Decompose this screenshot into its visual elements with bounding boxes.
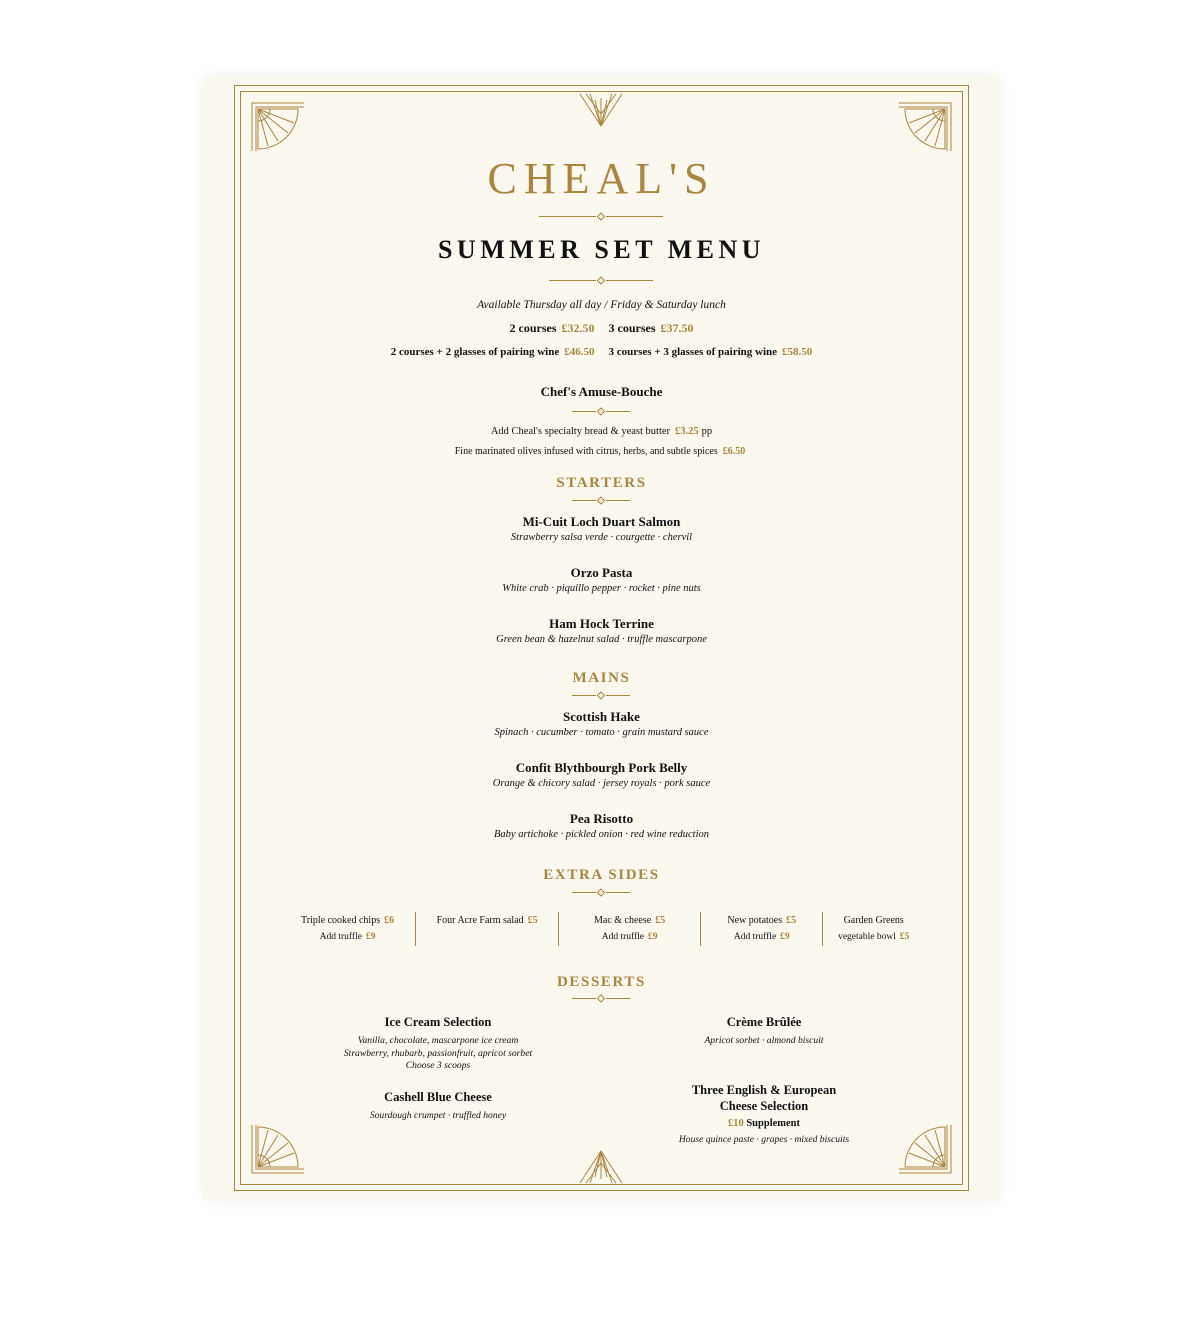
dish-description: Strawberry, rhubarb, passionfruit, apricot sorbet <box>343 1047 533 1059</box>
two-course-price: £32.50 <box>561 321 595 335</box>
wine-pairing-prices <box>204 344 999 360</box>
side-item <box>280 912 415 946</box>
side-price: £5 <box>527 915 538 926</box>
supplement-price: £10 <box>727 1118 744 1129</box>
side-extra: Add truffle <box>319 932 362 942</box>
dish-description: Green bean & hazelnut salad · truffle mascarpone <box>496 634 707 645</box>
dish-name: Cheese Selection <box>719 1099 809 1113</box>
two-course-label: 2 courses <box>509 321 557 335</box>
dessert-creme-brulee <box>644 1014 884 1047</box>
mains-heading: MAINS <box>572 670 631 686</box>
dish-name: Crème Brûlée <box>726 1015 802 1029</box>
dish-description: Baby artichoke · pickled onion · red wine reduction <box>494 829 709 840</box>
sides-row <box>280 912 924 946</box>
menu-item <box>204 514 999 544</box>
amuse-bouche-title: Chef's Amuse-Bouche <box>540 384 663 399</box>
dish-name: Confit Blythbourgh Pork Belly <box>515 760 688 775</box>
olives-price: £6.50 <box>722 446 746 457</box>
menu-sheet <box>204 76 999 1200</box>
side-price: £5 <box>786 915 797 926</box>
dish-description: Strawberry salsa verde · courgette · chervil <box>510 532 693 543</box>
side-extra-price: £9 <box>648 932 658 942</box>
dish-name: Pea Risotto <box>569 811 634 826</box>
side-item <box>823 912 924 946</box>
two-wine-label: 2 courses + 2 glasses of pairing wine <box>390 346 560 358</box>
bread-addon <box>204 425 999 438</box>
dish-description: Vanilla, chocolate, mascarpone ice cream <box>357 1035 519 1046</box>
divider-ornament <box>572 407 630 416</box>
divider-ornament <box>572 888 630 897</box>
corner-fan-ornament-top-left <box>250 101 306 153</box>
side-name: Garden Greens <box>843 915 904 926</box>
side-extra: Add truffle <box>733 932 777 942</box>
deco-sunburst-top <box>578 92 624 128</box>
three-course-label: 3 courses <box>608 321 656 335</box>
dish-name: Mi-Cuit Loch Duart Salmon <box>522 514 681 529</box>
dish-description: Choose 3 scoops <box>405 1060 471 1071</box>
dish-name: Scottish Hake <box>563 709 640 724</box>
side-item <box>559 912 700 946</box>
dessert-cheese-selection <box>644 1082 884 1146</box>
dish-description: Sourdough crumpet · truffled honey <box>369 1110 507 1121</box>
bread-price: £3.25 <box>675 426 699 437</box>
menu-item <box>204 760 999 790</box>
divider-ornament <box>572 496 630 505</box>
divider-ornament <box>572 691 630 700</box>
desserts-heading: DESSERTS <box>557 974 646 990</box>
restaurant-logo: CHEAL'S <box>487 154 716 203</box>
corner-fan-ornament-top-right <box>897 101 953 153</box>
extra-sides-heading: EXTRA SIDES <box>543 867 660 883</box>
bread-unit: pp <box>701 426 713 437</box>
three-wine-price: £58.50 <box>782 346 813 358</box>
menu-title: SUMMER SET MENU <box>437 235 766 264</box>
menu-item <box>204 616 999 646</box>
divider-ornament <box>539 212 663 221</box>
dish-name: Orzo Pasta <box>570 565 633 580</box>
three-course-price: £37.50 <box>660 321 694 335</box>
dish-name: Cashell Blue Cheese <box>384 1090 492 1104</box>
olives-addon <box>204 445 999 458</box>
side-extra: vegetable bowl <box>838 932 896 942</box>
side-price: £6 <box>384 915 395 926</box>
side-item <box>416 912 558 946</box>
dish-description: Spinach · cucumber · tomato · grain mustard sauce <box>494 727 709 738</box>
dish-description: Orange & chicory salad · jersey royals · pork sauce <box>492 778 711 789</box>
olives-text: Fine marinated olives infused with citrus, herbs, and subtle spices <box>454 446 718 457</box>
dish-name: Three English & European <box>691 1083 837 1097</box>
divider-ornament <box>549 276 653 285</box>
dish-description: Apricot sorbet · almond biscuit <box>704 1035 824 1046</box>
supplement-label: Supplement <box>746 1118 801 1129</box>
cheese-supplement <box>644 1117 884 1131</box>
bread-text: Add Cheal's specialty bread & yeast butter <box>490 426 671 437</box>
divider-ornament <box>572 994 630 1003</box>
dessert-ice-cream <box>318 1014 558 1072</box>
side-name: Four Acre Farm salad <box>436 915 524 926</box>
side-extra-price: £9 <box>365 932 376 942</box>
dish-name: Ham Hock Terrine <box>549 616 654 631</box>
side-extra: Add truffle <box>601 932 645 942</box>
corner-fan-ornament-bottom-left <box>250 1123 306 1175</box>
side-price: £5 <box>655 915 666 926</box>
menu-item <box>204 565 999 595</box>
dish-name: Ice Cream Selection <box>384 1015 492 1029</box>
menu-item <box>204 811 999 841</box>
three-wine-label: 3 courses + 3 glasses of pairing wine <box>608 346 778 358</box>
side-item <box>701 912 822 946</box>
corner-fan-ornament-bottom-right <box>897 1123 953 1175</box>
availability-note: Available Thursday all day / Friday & Saturday lunch <box>477 299 726 311</box>
deco-sunburst-bottom <box>578 1149 624 1185</box>
side-extra-price: £5 <box>899 932 910 942</box>
side-name: New potatoes <box>727 915 783 926</box>
side-name: Mac & cheese <box>594 915 652 926</box>
menu-item <box>204 709 999 739</box>
side-name: Triple cooked chips <box>301 915 381 926</box>
dish-description: House quince paste · grapes · mixed biscuits <box>678 1134 850 1145</box>
side-extra-price: £9 <box>780 932 790 942</box>
two-wine-price: £46.50 <box>564 346 595 358</box>
dish-description: White crab · piquillo pepper · rocket · pine nuts <box>502 583 701 594</box>
dessert-cashell <box>318 1089 558 1122</box>
starters-heading: STARTERS <box>556 475 647 491</box>
course-prices <box>204 320 999 336</box>
